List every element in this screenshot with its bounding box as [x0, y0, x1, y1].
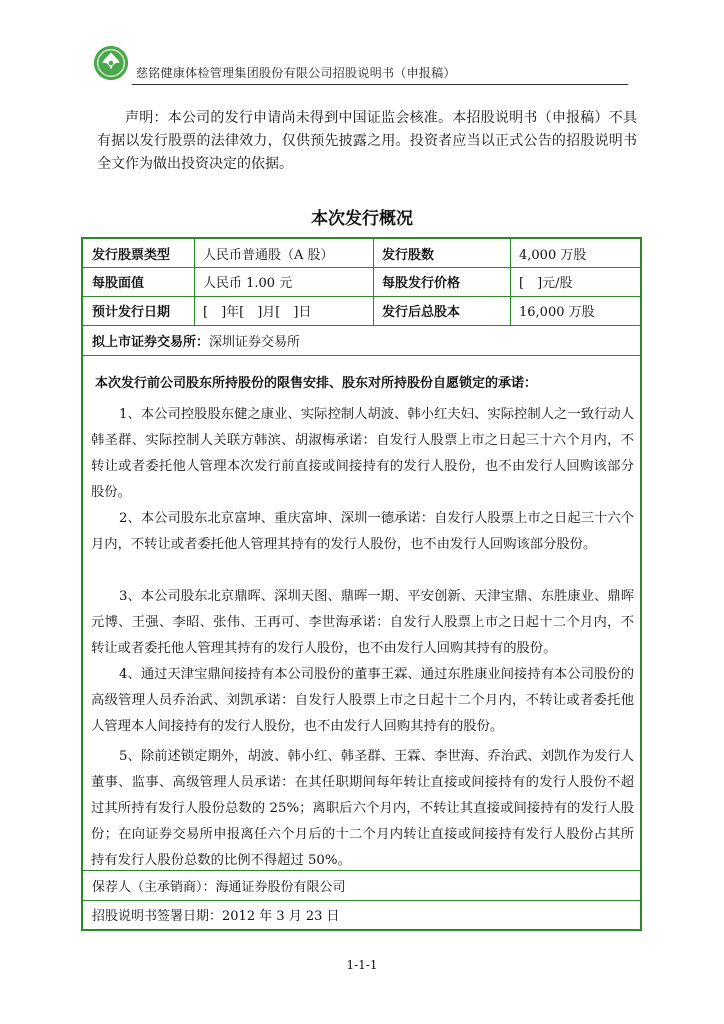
- offering-summary-table: [81, 237, 642, 931]
- table-row: [83, 900, 640, 929]
- commitments-title: 本次发行前公司股东所持股份的限售安排、股东对所持股份自愿锁定的承诺：: [95, 376, 538, 391]
- value-par-value: 人民币 1.00 元: [203, 276, 293, 291]
- exchange-cell: [83, 325, 640, 355]
- table-row: [83, 870, 640, 901]
- sponsor: 保荐人（主承销商）：海通证券股份有限公司: [92, 879, 346, 895]
- commitment-paragraph: 5、除前述锁定期外，胡波、韩小红、韩圣群、王霖、李世海、乔治武、刘凯作为发行人董事、监事、高级管理人员承诺：在其任职期间每年转让直接或间接持有的发行人股份不超过其所持有发行人股份总数的 25%；离职后六个月内，不转让其直接或间接持有的发行人股份；在向证券交易所申报离任六个月后的十二个月内转让直接或间接持有发行人股份占其所持有发行人股份总数的比例不得超过 50%。: [91, 749, 634, 868]
- exchange-label: 拟上市证券交易所：: [92, 334, 210, 350]
- header-title: 慈铭健康体检管理集团股份有限公司招股说明书（申报稿）: [136, 66, 456, 80]
- commitment-paragraph: 3、本公司股东北京鼎晖、深圳天图、鼎晖一期、平安创新、天津宝鼎、东胜康业、鼎晖元博、王强、李昭、张伟、王再可、李世海承诺：自发行人股票上市之日起十二个月内，不转让或者委托他人管理其持有的发行人股份，也不由发行人回购其持有的股份。: [91, 589, 634, 656]
- value-issue-price: [ ]元/股: [519, 276, 573, 291]
- sign-date: 招股说明书签署日期：2012 年 3 月 23 日: [92, 909, 340, 924]
- value-stock-type: 人民币普通股（A 股）: [203, 247, 334, 263]
- label-total-shares: 发行后总股本: [382, 305, 461, 320]
- label-issue-date: 预计发行日期: [92, 305, 171, 320]
- value-issue-date: [ ]年[ ]月[ ]日: [203, 305, 312, 320]
- commitment-paragraph: 1、本公司控股股东健之康业、实际控制人胡波、韩小红夫妇、实际控制人之一致行动人韩圣群、实际控制人关联方韩滨、胡淑梅承诺：自发行人股票上市之日起三十六个月内，不转让或者委托他人管理本次发行前直接或间接持有的发行人股份，也不由发行人回购该部分股份。: [91, 407, 634, 500]
- table-row: [83, 267, 640, 297]
- section-title: 本次发行概况: [311, 209, 413, 229]
- label-issue-price: 每股发行价格: [382, 276, 461, 291]
- value-total-shares: 16,000 万股: [519, 305, 595, 320]
- commitment-paragraph: 4、通过天津宝鼎间接持有本公司股份的董事王霖、通过东胜康业间接持有本公司股份的高级管理人员乔治武、刘凯承诺：自发行人股票上市之日起十二个月内，不转让或者委托他人管理本人间接持有的发行人股份，也不由发行人回购其持有的股份。: [91, 667, 634, 734]
- exchange-value: 深圳证券交易所: [209, 334, 301, 350]
- page-header: [92, 44, 628, 88]
- disclaimer-text: 声明：本公司的发行申请尚未得到中国证监会核准。本招股说明书（申报稿）不具有据以发行股票的法律效力，仅供预先披露之用。投资者应当以正式公告的招股说明书全文作为做出投资决定的依据。: [97, 110, 637, 172]
- table-row: [83, 239, 640, 268]
- lockup-commitments: [83, 364, 640, 871]
- value-share-count: 4,000 万股: [519, 247, 587, 263]
- label-stock-type: 发行股票类型: [92, 247, 171, 263]
- company-logo-icon: [92, 44, 130, 82]
- disclaimer-notice: [97, 107, 637, 176]
- label-share-count: 发行股数: [382, 247, 435, 263]
- table-row: [83, 296, 640, 326]
- header-divider: [132, 84, 628, 85]
- table-row: [83, 325, 640, 356]
- label-par-value: 每股面值: [92, 276, 145, 291]
- page-number: 1-1-1: [346, 958, 378, 972]
- commitment-paragraph: 2、本公司股东北京富坤、重庆富坤、深圳一德承诺：自发行人股票上市之日起三十六个月内，不转让或者委托他人管理其持有的发行人股份，也不由发行人回购该部分股份。: [91, 511, 634, 552]
